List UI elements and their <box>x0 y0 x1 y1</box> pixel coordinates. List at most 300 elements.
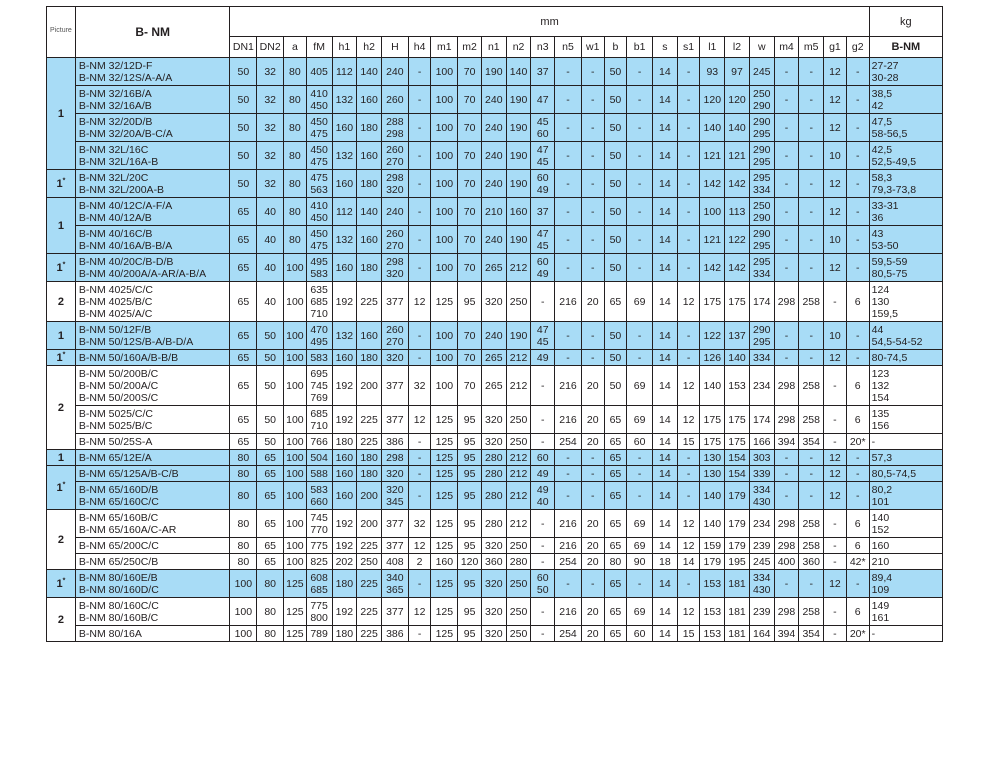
value-cell-m1: 160 <box>431 554 458 570</box>
value-cell-dn1: 50 <box>230 142 257 170</box>
value-cell-w: 164 <box>749 626 774 642</box>
value-cell-h1: 132 <box>332 226 357 254</box>
value-cell-fm: 635 685 710 <box>306 282 332 322</box>
value-cell-m1: 125 <box>431 570 458 598</box>
value-cell-m4: - <box>774 450 799 466</box>
value-cell-h1: 192 <box>332 406 357 434</box>
value-cell-m5: 258 <box>799 366 824 406</box>
value-cell-l1: 140 <box>700 482 725 510</box>
value-cell-w: 250 290 <box>749 86 774 114</box>
value-cell-w: 290 295 <box>749 226 774 254</box>
value-cell-m5: 360 <box>799 554 824 570</box>
value-cell-s1: 15 <box>677 626 700 642</box>
value-cell-n2: 250 <box>506 626 531 642</box>
value-cell-n1: 240 <box>481 170 506 198</box>
value-cell-h4: 32 <box>408 510 431 538</box>
value-cell-h: 288 298 <box>381 114 408 142</box>
value-cell-n2: 212 <box>506 510 531 538</box>
value-cell-n1: 320 <box>481 406 506 434</box>
value-cell-m2: 70 <box>458 86 482 114</box>
value-cell-b1: - <box>627 570 653 598</box>
value-cell-l2: 121 <box>725 142 750 170</box>
picture-cell: 2 <box>47 510 76 570</box>
value-cell-a: 80 <box>284 58 307 86</box>
value-cell-h: 377 <box>381 510 408 538</box>
table-row <box>47 226 943 254</box>
value-cell-b: 65 <box>604 626 627 642</box>
value-cell-w1: 20 <box>581 510 604 538</box>
value-cell-h2: 140 <box>357 58 382 86</box>
value-cell-h: 260 270 <box>381 322 408 350</box>
value-cell-g1: 12 <box>824 466 847 482</box>
weight-cell: 80,5-74,5 <box>869 466 942 482</box>
pump-dimension-table <box>46 6 943 642</box>
table-row <box>47 86 943 114</box>
value-cell-s1: 12 <box>677 406 700 434</box>
value-cell-n3: 47 45 <box>531 226 555 254</box>
value-cell-fm: 583 <box>306 350 332 366</box>
value-cell-dn2: 65 <box>257 482 284 510</box>
value-cell-l1: 153 <box>700 626 725 642</box>
value-cell-l1: 130 <box>700 450 725 466</box>
table-row <box>47 466 943 482</box>
value-cell-g2: 6 <box>846 598 869 626</box>
table-row <box>47 58 943 86</box>
value-cell-b: 65 <box>604 434 627 450</box>
value-cell-n3: - <box>531 510 555 538</box>
table-row <box>47 570 943 598</box>
value-cell-m4: - <box>774 170 799 198</box>
weight-cell: 43 53-50 <box>869 226 942 254</box>
value-cell-w1: 20 <box>581 626 604 642</box>
value-cell-b1: 69 <box>627 366 653 406</box>
value-cell-h: 298 320 <box>381 170 408 198</box>
value-cell-s1: 12 <box>677 510 700 538</box>
value-cell-h4: - <box>408 170 431 198</box>
model-cell: B-NM 65/160B/C B-NM 65/160A/C-AR <box>75 510 230 538</box>
value-cell-s1: - <box>677 198 700 226</box>
value-cell-m2: 70 <box>458 198 482 226</box>
value-cell-a: 100 <box>284 538 307 554</box>
value-cell-w: 245 <box>749 554 774 570</box>
value-cell-n1: 240 <box>481 322 506 350</box>
value-cell-n1: 265 <box>481 366 506 406</box>
value-cell-g1: 10 <box>824 142 847 170</box>
value-cell-m5: - <box>799 466 824 482</box>
model-cell: B-NM 80/16A <box>75 626 230 642</box>
value-cell-w1: - <box>581 570 604 598</box>
value-cell-fm: 685 710 <box>306 406 332 434</box>
value-cell-a: 80 <box>284 86 307 114</box>
column-header-dn1: DN1 <box>230 37 257 58</box>
value-cell-h1: 132 <box>332 322 357 350</box>
value-cell-dn2: 50 <box>257 434 284 450</box>
value-cell-n2: 212 <box>506 254 531 282</box>
value-cell-b1: - <box>627 226 653 254</box>
value-cell-dn2: 65 <box>257 510 284 538</box>
value-cell-h1: 160 <box>332 254 357 282</box>
value-cell-s1: - <box>677 322 700 350</box>
value-cell-g2: 6 <box>846 538 869 554</box>
value-cell-n5: 216 <box>555 510 582 538</box>
value-cell-n5: 216 <box>555 366 582 406</box>
value-cell-h2: 200 <box>357 510 382 538</box>
value-cell-h2: 180 <box>357 350 382 366</box>
value-cell-w: 290 295 <box>749 142 774 170</box>
value-cell-fm: 450 475 <box>306 142 332 170</box>
value-cell-n3: - <box>531 626 555 642</box>
table-row <box>47 482 943 510</box>
value-cell-m5: 258 <box>799 282 824 322</box>
value-cell-s1: - <box>677 142 700 170</box>
value-cell-h1: 132 <box>332 86 357 114</box>
value-cell-m4: - <box>774 114 799 142</box>
value-cell-n5: - <box>555 114 582 142</box>
value-cell-m2: 70 <box>458 254 482 282</box>
value-cell-l2: 175 <box>725 434 750 450</box>
value-cell-n5: 254 <box>555 626 582 642</box>
value-cell-dn1: 65 <box>230 322 257 350</box>
value-cell-m4: - <box>774 466 799 482</box>
value-cell-h: 298 <box>381 450 408 466</box>
value-cell-l1: 130 <box>700 466 725 482</box>
value-cell-g1: - <box>824 366 847 406</box>
value-cell-h2: 225 <box>357 538 382 554</box>
column-header-h4: h4 <box>408 37 431 58</box>
value-cell-g2: - <box>846 350 869 366</box>
value-cell-m2: 95 <box>458 406 482 434</box>
value-cell-h4: - <box>408 350 431 366</box>
value-cell-h4: - <box>408 198 431 226</box>
value-cell-n3: 47 45 <box>531 142 555 170</box>
value-cell-m4: - <box>774 482 799 510</box>
value-cell-n5: - <box>555 198 582 226</box>
value-cell-g2: 20* <box>846 434 869 450</box>
value-cell-m4: 394 <box>774 434 799 450</box>
value-cell-w: 295 334 <box>749 254 774 282</box>
value-cell-w1: - <box>581 142 604 170</box>
weight-cell: 38,5 42 <box>869 86 942 114</box>
value-cell-h: 386 <box>381 434 408 450</box>
value-cell-s: 14 <box>653 466 678 482</box>
value-cell-g1: 10 <box>824 322 847 350</box>
value-cell-b: 50 <box>604 322 627 350</box>
value-cell-a: 100 <box>284 554 307 570</box>
value-cell-s1: - <box>677 570 700 598</box>
column-header-m2: m2 <box>458 37 482 58</box>
value-cell-w: 234 <box>749 366 774 406</box>
value-cell-m2: 70 <box>458 58 482 86</box>
value-cell-s1: 14 <box>677 554 700 570</box>
value-cell-m1: 125 <box>431 538 458 554</box>
value-cell-fm: 775 <box>306 538 332 554</box>
value-cell-n2: 190 <box>506 226 531 254</box>
value-cell-m2: 95 <box>458 482 482 510</box>
value-cell-h: 408 <box>381 554 408 570</box>
value-cell-b: 65 <box>604 598 627 626</box>
value-cell-b1: - <box>627 350 653 366</box>
value-cell-w: 339 <box>749 466 774 482</box>
column-header-n2: n2 <box>506 37 531 58</box>
value-cell-h4: - <box>408 626 431 642</box>
value-cell-w1: 20 <box>581 538 604 554</box>
value-cell-m4: 298 <box>774 510 799 538</box>
column-header-w1: w1 <box>581 37 604 58</box>
value-cell-h: 320 <box>381 466 408 482</box>
value-cell-s: 14 <box>653 598 678 626</box>
value-cell-b1: - <box>627 170 653 198</box>
value-cell-dn1: 65 <box>230 350 257 366</box>
value-cell-w1: - <box>581 198 604 226</box>
value-cell-w: 174 <box>749 406 774 434</box>
value-cell-n1: 320 <box>481 434 506 450</box>
weight-cell: 59,5-59 80,5-75 <box>869 254 942 282</box>
table-row <box>47 406 943 434</box>
value-cell-s: 14 <box>653 254 678 282</box>
value-cell-dn2: 32 <box>257 142 284 170</box>
value-cell-l2: 140 <box>725 350 750 366</box>
value-cell-dn1: 65 <box>230 282 257 322</box>
value-cell-n1: 320 <box>481 570 506 598</box>
weight-cell: 135 156 <box>869 406 942 434</box>
value-cell-m2: 70 <box>458 114 482 142</box>
model-header: B- NM <box>75 7 230 58</box>
value-cell-s: 14 <box>653 434 678 450</box>
value-cell-h2: 225 <box>357 282 382 322</box>
value-cell-b1: - <box>627 142 653 170</box>
weight-cell: 58,3 79,3-73,8 <box>869 170 942 198</box>
weight-cell: 210 <box>869 554 942 570</box>
value-cell-h: 377 <box>381 366 408 406</box>
value-cell-fm: 495 583 <box>306 254 332 282</box>
value-cell-fm: 766 <box>306 434 332 450</box>
value-cell-h2: 225 <box>357 434 382 450</box>
value-cell-m4: - <box>774 142 799 170</box>
value-cell-m1: 100 <box>431 86 458 114</box>
value-cell-l1: 179 <box>700 554 725 570</box>
table-row <box>47 322 943 350</box>
value-cell-dn1: 50 <box>230 114 257 142</box>
value-cell-h4: - <box>408 226 431 254</box>
value-cell-h2: 180 <box>357 254 382 282</box>
value-cell-dn1: 65 <box>230 254 257 282</box>
value-cell-l1: 100 <box>700 198 725 226</box>
value-cell-a: 100 <box>284 350 307 366</box>
value-cell-m4: 394 <box>774 626 799 642</box>
model-cell: B-NM 40/16C/B B-NM 40/16A/B-B/A <box>75 226 230 254</box>
value-cell-h4: - <box>408 434 431 450</box>
column-header-s1: s1 <box>677 37 700 58</box>
value-cell-h2: 225 <box>357 570 382 598</box>
value-cell-m2: 95 <box>458 466 482 482</box>
value-cell-h1: 112 <box>332 58 357 86</box>
weight-cell: 27-27 30-28 <box>869 58 942 86</box>
value-cell-h4: - <box>408 58 431 86</box>
value-cell-b1: - <box>627 482 653 510</box>
value-cell-g2: - <box>846 226 869 254</box>
value-cell-g1: 12 <box>824 198 847 226</box>
value-cell-w1: - <box>581 466 604 482</box>
value-cell-n2: 250 <box>506 598 531 626</box>
value-cell-b1: 69 <box>627 406 653 434</box>
value-cell-g1: - <box>824 598 847 626</box>
weight-header: B-NM <box>869 37 942 58</box>
weight-cell: 42,5 52,5-49,5 <box>869 142 942 170</box>
table-row <box>47 510 943 538</box>
value-cell-m2: 95 <box>458 598 482 626</box>
value-cell-n3: - <box>531 366 555 406</box>
value-cell-h1: 192 <box>332 538 357 554</box>
value-cell-l2: 142 <box>725 170 750 198</box>
value-cell-dn2: 80 <box>257 626 284 642</box>
value-cell-h1: 160 <box>332 450 357 466</box>
value-cell-g2: 20* <box>846 626 869 642</box>
value-cell-l1: 122 <box>700 322 725 350</box>
value-cell-n1: 240 <box>481 86 506 114</box>
value-cell-g2: - <box>846 86 869 114</box>
value-cell-h2: 180 <box>357 170 382 198</box>
column-header-n5: n5 <box>555 37 582 58</box>
picture-cell: 1* <box>47 466 76 510</box>
value-cell-h4: - <box>408 86 431 114</box>
value-cell-l2: 175 <box>725 406 750 434</box>
value-cell-dn1: 65 <box>230 226 257 254</box>
value-cell-dn2: 40 <box>257 254 284 282</box>
value-cell-n5: - <box>555 254 582 282</box>
value-cell-n2: 190 <box>506 170 531 198</box>
value-cell-n2: 250 <box>506 406 531 434</box>
value-cell-l2: 181 <box>725 570 750 598</box>
value-cell-dn1: 80 <box>230 538 257 554</box>
value-cell-s1: - <box>677 114 700 142</box>
value-cell-s: 14 <box>653 86 678 114</box>
weight-cell: 57,3 <box>869 450 942 466</box>
value-cell-dn2: 40 <box>257 226 284 254</box>
table-row <box>47 198 943 226</box>
column-header-dn2: DN2 <box>257 37 284 58</box>
value-cell-g1: 12 <box>824 58 847 86</box>
value-cell-l2: 181 <box>725 626 750 642</box>
value-cell-s: 18 <box>653 554 678 570</box>
value-cell-w1: - <box>581 86 604 114</box>
model-cell: B-NM 80/160C/C B-NM 80/160B/C <box>75 598 230 626</box>
value-cell-n5: - <box>555 322 582 350</box>
value-cell-h: 340 365 <box>381 570 408 598</box>
value-cell-n1: 360 <box>481 554 506 570</box>
value-cell-n5: - <box>555 482 582 510</box>
value-cell-dn2: 40 <box>257 198 284 226</box>
value-cell-n5: - <box>555 450 582 466</box>
value-cell-s: 14 <box>653 58 678 86</box>
value-cell-g1: - <box>824 510 847 538</box>
value-cell-s: 14 <box>653 322 678 350</box>
value-cell-s: 14 <box>653 350 678 366</box>
value-cell-m4: - <box>774 350 799 366</box>
value-cell-dn1: 80 <box>230 554 257 570</box>
value-cell-m2: 120 <box>458 554 482 570</box>
value-cell-a: 125 <box>284 570 307 598</box>
value-cell-s: 14 <box>653 226 678 254</box>
value-cell-l1: 175 <box>700 434 725 450</box>
value-cell-m4: - <box>774 322 799 350</box>
column-header-fm: fM <box>306 37 332 58</box>
value-cell-h1: 192 <box>332 510 357 538</box>
value-cell-h2: 180 <box>357 114 382 142</box>
value-cell-n5: - <box>555 466 582 482</box>
value-cell-m2: 70 <box>458 366 482 406</box>
value-cell-n1: 320 <box>481 626 506 642</box>
value-cell-l2: 175 <box>725 282 750 322</box>
value-cell-g2: - <box>846 482 869 510</box>
weight-cell: 160 <box>869 538 942 554</box>
value-cell-g2: 6 <box>846 366 869 406</box>
value-cell-n3: - <box>531 598 555 626</box>
value-cell-b: 50 <box>604 114 627 142</box>
value-cell-n1: 240 <box>481 226 506 254</box>
value-cell-m2: 70 <box>458 170 482 198</box>
value-cell-n2: 190 <box>506 142 531 170</box>
value-cell-n1: 240 <box>481 114 506 142</box>
value-cell-m5: - <box>799 570 824 598</box>
value-cell-l2: 122 <box>725 226 750 254</box>
value-cell-b: 50 <box>604 198 627 226</box>
value-cell-l1: 121 <box>700 142 725 170</box>
value-cell-s: 14 <box>653 198 678 226</box>
weight-cell: 89,4 109 <box>869 570 942 598</box>
value-cell-g2: 6 <box>846 510 869 538</box>
value-cell-n2: 190 <box>506 114 531 142</box>
picture-cell: 2 <box>47 598 76 642</box>
picture-cell: 1* <box>47 170 76 198</box>
value-cell-n2: 250 <box>506 282 531 322</box>
value-cell-g2: - <box>846 254 869 282</box>
value-cell-m5: - <box>799 322 824 350</box>
value-cell-a: 80 <box>284 198 307 226</box>
value-cell-g2: - <box>846 570 869 598</box>
value-cell-h1: 180 <box>332 570 357 598</box>
value-cell-m1: 100 <box>431 198 458 226</box>
value-cell-h2: 200 <box>357 366 382 406</box>
value-cell-n1: 280 <box>481 466 506 482</box>
value-cell-h1: 180 <box>332 434 357 450</box>
value-cell-dn1: 80 <box>230 466 257 482</box>
value-cell-b1: - <box>627 86 653 114</box>
value-cell-m2: 70 <box>458 322 482 350</box>
value-cell-h: 377 <box>381 598 408 626</box>
value-cell-h4: 12 <box>408 282 431 322</box>
picture-cell: 1 <box>47 58 76 170</box>
value-cell-n3: 47 45 <box>531 322 555 350</box>
value-cell-a: 100 <box>284 406 307 434</box>
value-cell-h: 377 <box>381 282 408 322</box>
value-cell-n1: 265 <box>481 350 506 366</box>
value-cell-dn2: 50 <box>257 322 284 350</box>
value-cell-h4: 12 <box>408 406 431 434</box>
value-cell-a: 125 <box>284 598 307 626</box>
value-cell-h: 386 <box>381 626 408 642</box>
value-cell-n3: 49 40 <box>531 482 555 510</box>
value-cell-dn1: 65 <box>230 434 257 450</box>
value-cell-g1: - <box>824 282 847 322</box>
value-cell-h: 320 <box>381 350 408 366</box>
column-header-n1: n1 <box>481 37 506 58</box>
value-cell-h1: 202 <box>332 554 357 570</box>
weight-cell: 149 161 <box>869 598 942 626</box>
value-cell-n3: 49 <box>531 466 555 482</box>
value-cell-l1: 175 <box>700 406 725 434</box>
value-cell-h4: - <box>408 450 431 466</box>
table-row <box>47 170 943 198</box>
